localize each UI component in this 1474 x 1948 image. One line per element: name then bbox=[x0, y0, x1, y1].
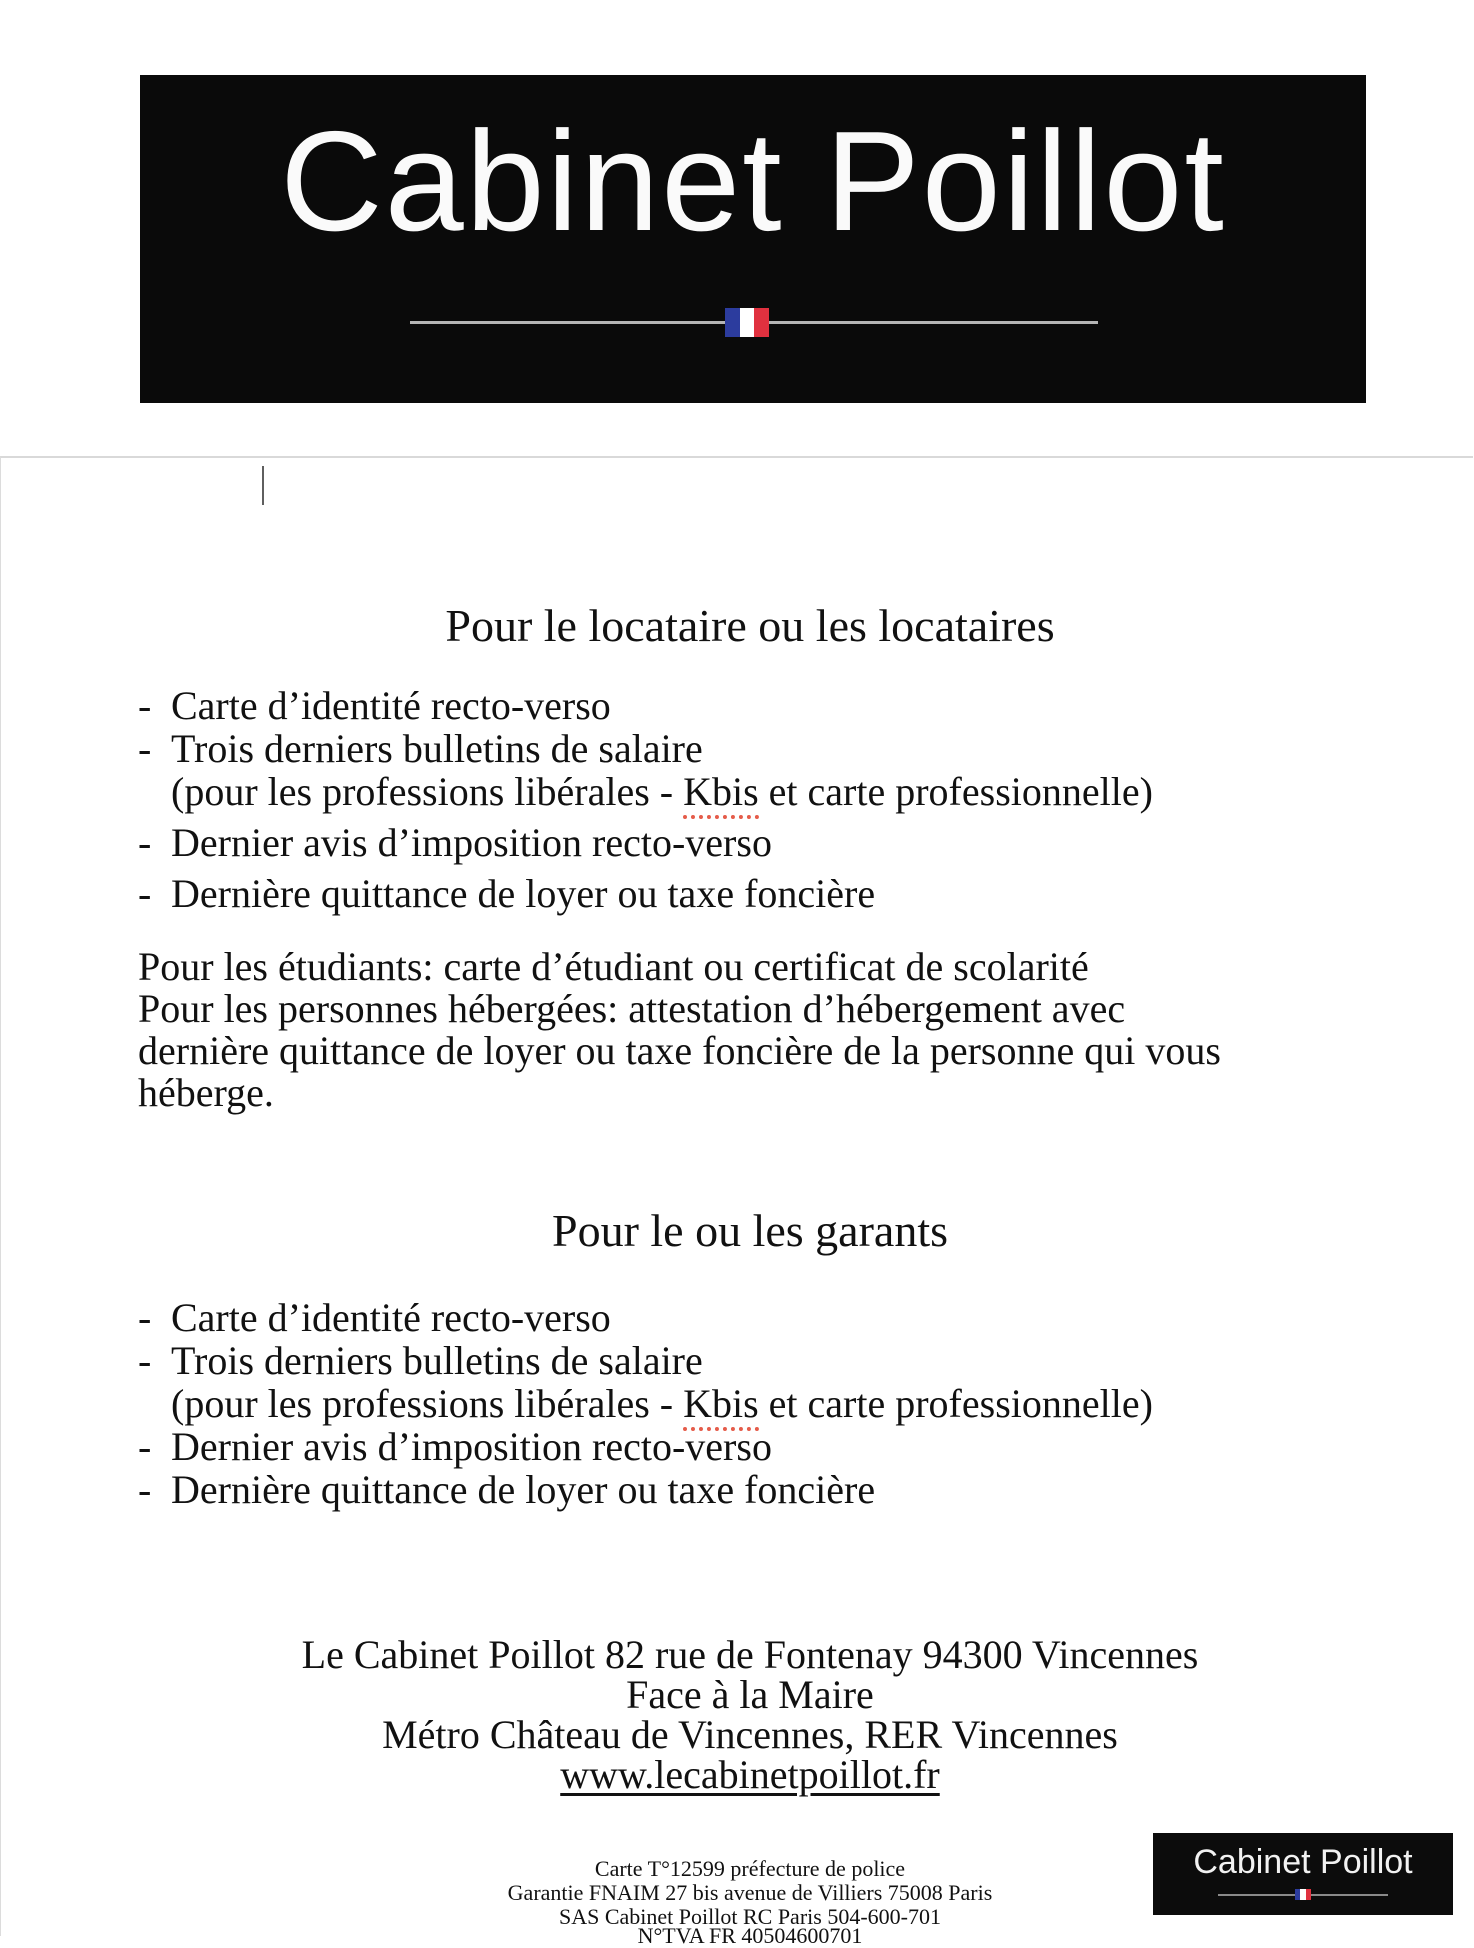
list-item bbox=[138, 727, 1362, 770]
list-item-text: Trois derniers bulletins de salaire bbox=[171, 1338, 703, 1383]
students-paragraph bbox=[138, 946, 1362, 1114]
list-item-text: Carte d’identité recto-verso bbox=[171, 1295, 611, 1340]
address-line: Le Cabinet Poillot 82 rue de Fontenay 94300 Vincennes bbox=[301, 1632, 1199, 1677]
france-flag-icon bbox=[725, 308, 769, 337]
list-item bbox=[138, 872, 1362, 915]
footer-logo bbox=[1153, 1833, 1453, 1915]
list-item-text: Dernier avis d’imposition recto-verso bbox=[171, 1424, 772, 1469]
footer-line-clipped: N°TVA FR 40504600701 bbox=[637, 1923, 863, 1948]
footer-line: Carte T°12599 préfecture de police bbox=[594, 1856, 906, 1881]
address-line: Métro Château de Vincennes, RER Vincennes bbox=[382, 1712, 1118, 1757]
list-item bbox=[138, 1425, 1362, 1468]
address-line bbox=[138, 1752, 1362, 1797]
paragraph-line: Pour les étudiants: carte d’étudiant ou certificat de scolarité bbox=[138, 944, 1089, 989]
flag-stripe-red bbox=[1306, 1889, 1311, 1900]
list-item-text: Dernière quittance de loyer ou taxe foncière bbox=[171, 871, 876, 916]
list-item-note bbox=[138, 1382, 1362, 1425]
note-text-post: et carte professionnelle) bbox=[758, 1381, 1153, 1426]
list-dash: - bbox=[138, 1295, 152, 1340]
list-dash: - bbox=[138, 1424, 152, 1469]
text-cursor bbox=[262, 466, 264, 505]
flag-stripe-white bbox=[740, 308, 755, 337]
document-page[interactable] bbox=[0, 456, 1473, 1948]
footer-france-flag-icon bbox=[1295, 1889, 1311, 1900]
list-dash: - bbox=[138, 820, 152, 865]
list-dash: - bbox=[138, 726, 152, 771]
note-text-pre: (pour les professions libérales - bbox=[171, 1381, 684, 1426]
brand-logo-text: Cabinet Poillot bbox=[280, 102, 1226, 261]
paragraph-line: dernière quittance de loyer ou taxe foncière de la personne qui vous bbox=[138, 1028, 1221, 1073]
flag-stripe-blue bbox=[725, 308, 740, 337]
note-text-post: et carte professionnelle) bbox=[758, 769, 1153, 814]
list-item bbox=[138, 684, 1362, 727]
note-text-pre: (pour les professions libérales - bbox=[171, 769, 684, 814]
section-title-tenants: Pour le locataire ou les locataires bbox=[445, 600, 1055, 651]
brand-banner bbox=[140, 75, 1366, 403]
section-title-guarantors: Pour le ou les garants bbox=[551, 1205, 949, 1256]
footer-line: Garantie FNAIM 27 bis avenue de Villiers 75008 Paris bbox=[507, 1880, 993, 1905]
guarantor-document-list bbox=[138, 1296, 1362, 1511]
list-dash: - bbox=[138, 683, 152, 728]
list-dash: - bbox=[138, 871, 152, 916]
list-item-text: Dernière quittance de loyer ou taxe foncière bbox=[171, 1467, 876, 1512]
list-item bbox=[138, 821, 1362, 864]
footer-line: SAS Cabinet Poillot RC Paris 504-600-701 bbox=[559, 1904, 941, 1929]
list-item bbox=[138, 1296, 1362, 1339]
misspelled-word: Kbis bbox=[683, 1381, 759, 1431]
flag-stripe-red bbox=[754, 308, 769, 337]
paragraph-line: Pour les personnes hébergées: attestation d’hébergement avec bbox=[138, 986, 1126, 1031]
list-dash: - bbox=[138, 1467, 152, 1512]
footer-logo-text: Cabinet Poillot bbox=[1193, 1843, 1413, 1881]
misspelled-word: Kbis bbox=[683, 769, 759, 819]
list-item-text: Trois derniers bulletins de salaire bbox=[171, 726, 703, 771]
list-dash: - bbox=[138, 1338, 152, 1383]
list-item-text: Carte d’identité recto-verso bbox=[171, 683, 611, 728]
list-item-text: Dernier avis d’imposition recto-verso bbox=[171, 820, 772, 865]
list-item bbox=[138, 1339, 1362, 1382]
address-line: Face à la Maire bbox=[626, 1672, 874, 1717]
paragraph-line: héberge. bbox=[138, 1070, 274, 1115]
tenant-document-list bbox=[138, 684, 1362, 915]
list-item bbox=[138, 1468, 1362, 1511]
website-link[interactable]: www.lecabinetpoillot.fr bbox=[560, 1752, 940, 1797]
address-block bbox=[138, 1632, 1362, 1797]
list-item-note bbox=[138, 770, 1362, 813]
